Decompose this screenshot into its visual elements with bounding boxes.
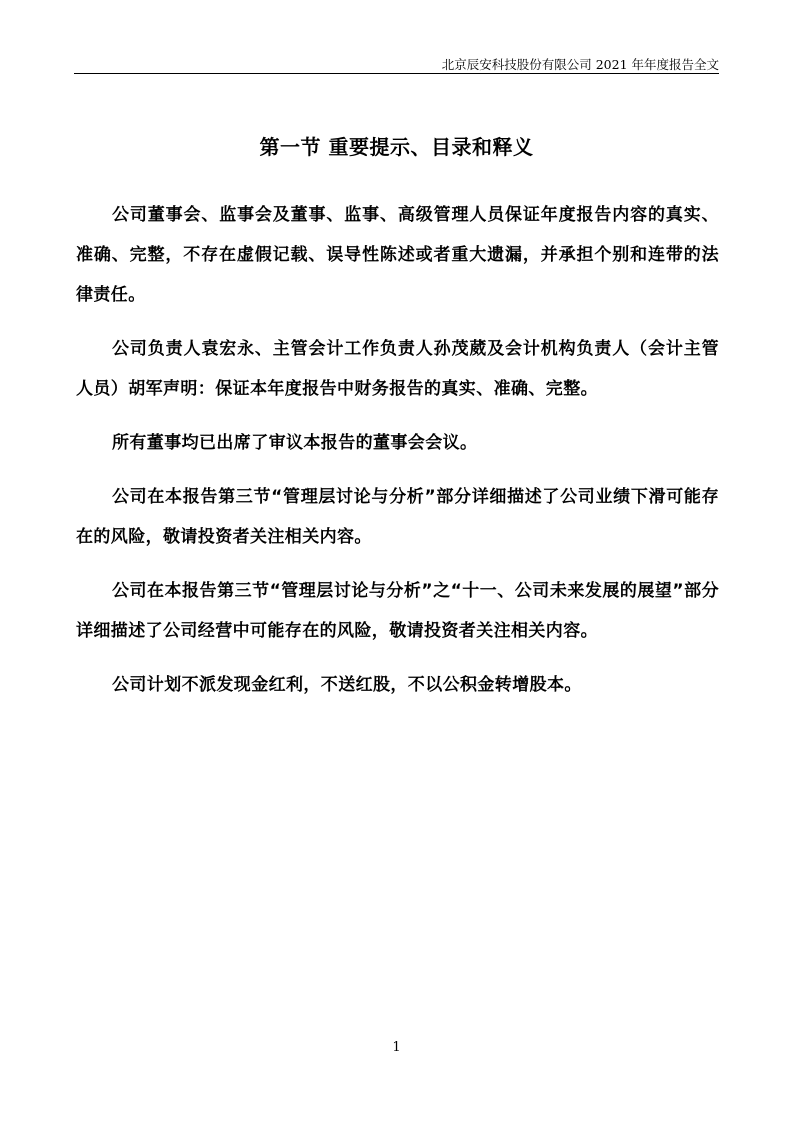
paragraph-board-guarantee: 公司董事会、监事会及董事、监事、高级管理人员保证年度报告内容的真实、准确、完整，不存在虚假记载、误导性陈述或者重大遗漏，并承担个别和连带的法律责任。 <box>76 205 719 305</box>
page-number: 1 <box>392 1040 401 1055</box>
paragraph-financial-statement: 公司负责人袁宏永、主管会计工作负责人孙茂葳及会计机构负责人（会计主管人员）胡军声明：保证本年度报告中财务报告的真实、准确、完整。 <box>76 339 719 399</box>
paragraph-dividend-plan: 公司计划不派发现金红利，不送红股，不以公积金转增股本。 <box>112 675 582 695</box>
paragraph-performance-risk: 公司在本报告第三节“管理层讨论与分析”部分详细描述了公司业绩下滑可能存在的风险，敬请投资者关注相关内容。 <box>76 487 719 547</box>
paragraph-directors-attendance: 所有董事均已出席了审议本报告的董事会会议。 <box>112 433 478 453</box>
body-text <box>76 195 719 719</box>
section-title: 第一节 重要提示、目录和释义 <box>259 135 534 159</box>
paragraph-operation-risk: 公司在本报告第三节“管理层讨论与分析”之“十一、公司未来发展的展望”部分详细描述了公司经营中可能存在的风险，敬请投资者关注相关内容。 <box>76 581 719 641</box>
header-divider <box>74 73 719 74</box>
running-header: 北京辰安科技股份有限公司 2021 年年度报告全文 <box>441 57 719 72</box>
